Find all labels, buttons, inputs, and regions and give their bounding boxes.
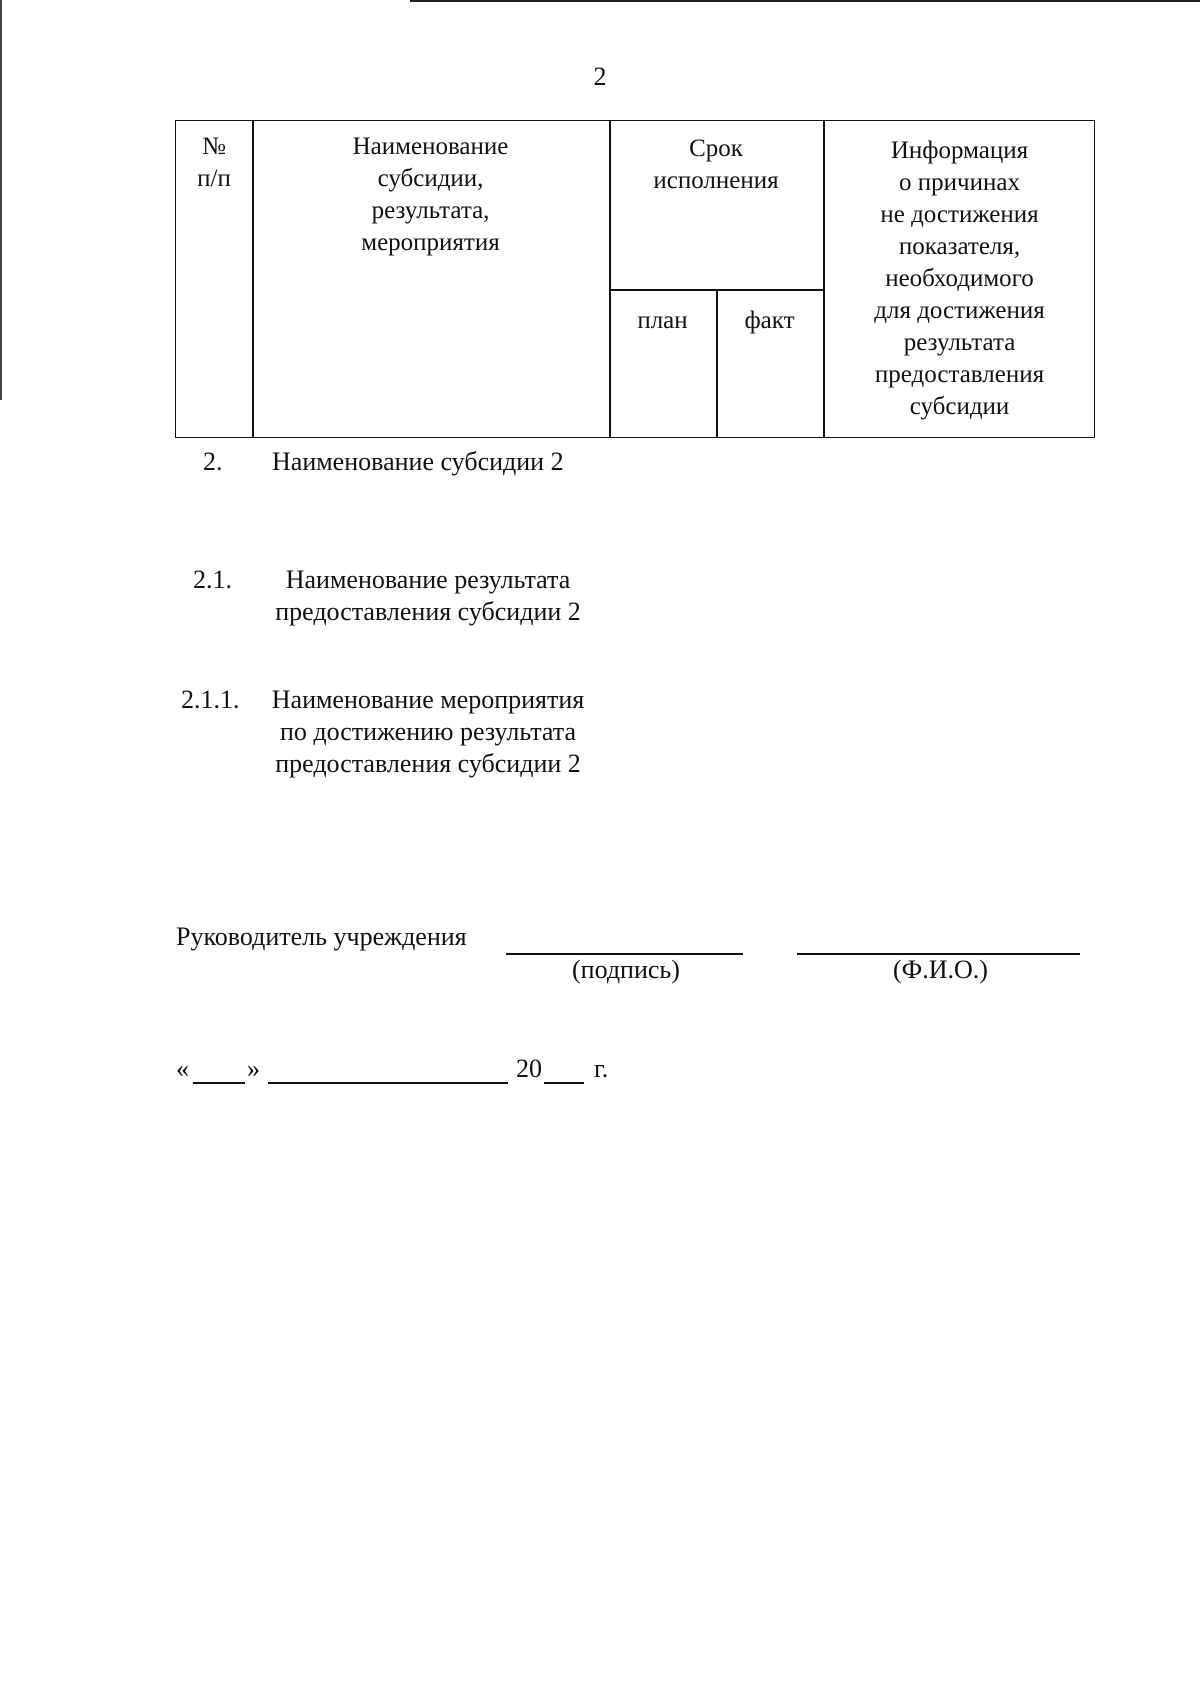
header-cell-fact: факт: [744, 307, 795, 334]
date-close-quote: »: [247, 1054, 260, 1083]
header-cell-name: Наименование субсидии, результата, мероприятия: [352, 133, 509, 256]
name-caption: (Ф.И.О.): [893, 955, 988, 984]
item-text: Наименование результата предоставления субсидии 2: [275, 565, 581, 626]
header-cell-plan: план: [637, 307, 688, 334]
month-blank: [268, 1082, 508, 1084]
year-prefix: 20: [516, 1054, 542, 1083]
year-suffix: г.: [594, 1054, 609, 1083]
item-number: 2.1.1.: [181, 685, 240, 714]
header-cell-number: № п/п: [197, 133, 231, 192]
item-number: 2.: [203, 447, 223, 476]
signature-caption: (подпись): [572, 955, 680, 984]
item-text: Наименование мероприятия по достижению результата предоставления субсидии 2: [271, 685, 585, 778]
year-blank: [544, 1082, 584, 1084]
scan-top-edge: [410, 0, 1200, 2]
day-blank: [193, 1082, 245, 1084]
scan-left-edge: [0, 0, 2, 400]
signature-label: Руководитель учреждения: [176, 922, 467, 951]
date-open-quote: «: [176, 1054, 189, 1083]
header-cell-term: Срок исполнения: [653, 135, 779, 194]
item-text: Наименование субсидии 2: [272, 447, 564, 476]
report-table-header: [175, 120, 1095, 438]
item-number: 2.1.: [193, 565, 232, 594]
page-number: 2: [593, 62, 607, 91]
header-cell-info: Информация о причинах не достижения показателя, необходимого для достижения результата предоставления субсидии: [874, 137, 1045, 420]
table-divider: [609, 289, 823, 291]
